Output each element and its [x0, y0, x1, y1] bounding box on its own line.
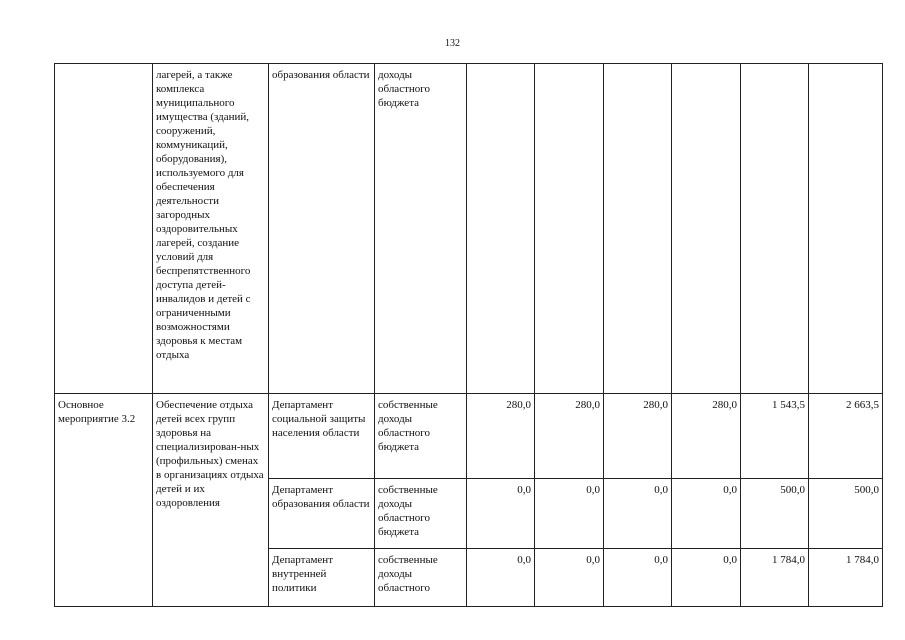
- value-cell: 0,0: [672, 479, 741, 549]
- value-cell: 0,0: [604, 549, 672, 607]
- value-cell: [535, 64, 604, 394]
- measure-description-cell: Обеспечение отдыха детей всех групп здоровья на специализирован-ных (профильных) сменах в организациях отдыха детей и их оздоровления: [153, 394, 269, 607]
- executor-cell: Департамент образования области: [269, 479, 375, 549]
- value-cell: 2 663,5: [809, 394, 883, 479]
- value-cell: 0,0: [535, 549, 604, 607]
- value-cell: [604, 64, 672, 394]
- value-cell: 0,0: [467, 549, 535, 607]
- measure-name-cell: Основное мероприятие 3.2: [55, 394, 153, 607]
- value-cell: 0,0: [535, 479, 604, 549]
- value-cell: 500,0: [809, 479, 883, 549]
- source-cell: собственные доходы областного: [375, 549, 467, 607]
- value-cell: 0,0: [467, 479, 535, 549]
- value-cell: [467, 64, 535, 394]
- table-row-social-protection: [55, 394, 883, 479]
- source-cell: собственные доходы областного бюджета: [375, 479, 467, 549]
- source-cell: собственные доходы областного бюджета: [375, 394, 467, 479]
- value-cell: 280,0: [604, 394, 672, 479]
- value-cell: 1 784,0: [809, 549, 883, 607]
- value-cell: 0,0: [672, 549, 741, 607]
- description-cell: лагерей, а также комплекса муниципального имущества (зданий, сооружений, коммуникаций, оборудования), используемого для обеспечения деятельности загородных оздоровительных лагерей, создание условий для беспрепятственного доступа детей-инвалидов и детей с ограниченными возможностями здоровья к местам отдыха: [153, 64, 269, 394]
- value-cell: 280,0: [467, 394, 535, 479]
- value-cell: 500,0: [741, 479, 809, 549]
- executor-cell: образования области: [269, 64, 375, 394]
- value-cell: 1 543,5: [741, 394, 809, 479]
- event-cell: [55, 64, 153, 394]
- value-cell: [809, 64, 883, 394]
- executor-cell: Департамент внутренней политики: [269, 549, 375, 607]
- executor-cell: Департамент социальной защиты населения области: [269, 394, 375, 479]
- table-row-continuation: [55, 64, 883, 394]
- budget-table: [54, 63, 883, 607]
- value-cell: [672, 64, 741, 394]
- page-number: 132: [445, 38, 460, 49]
- value-cell: 0,0: [604, 479, 672, 549]
- value-cell: [741, 64, 809, 394]
- value-cell: 1 784,0: [741, 549, 809, 607]
- value-cell: 280,0: [535, 394, 604, 479]
- value-cell: 280,0: [672, 394, 741, 479]
- source-cell: доходы областного бюджета: [375, 64, 467, 394]
